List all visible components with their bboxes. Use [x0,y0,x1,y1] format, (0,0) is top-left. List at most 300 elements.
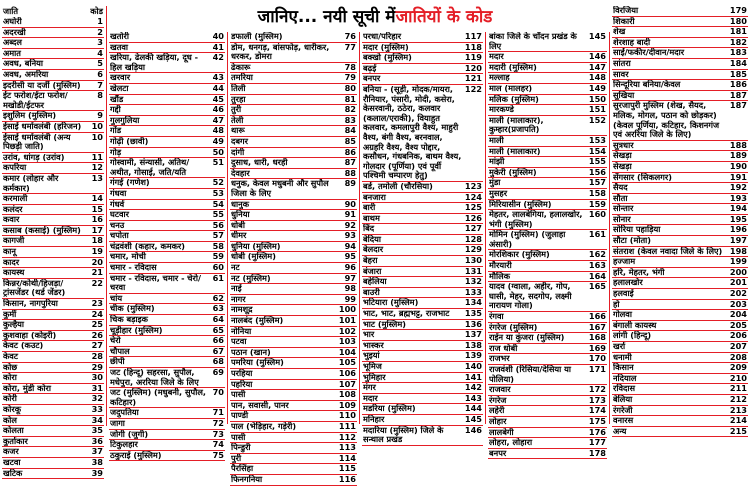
caste-name: मदार [363,393,378,403]
caste-row [230,454,357,465]
caste-row [109,231,225,242]
caste-name: नोनिया [231,326,252,336]
caste-code: 11 [91,151,103,162]
caste-row [109,368,225,388]
caste-row [362,426,483,446]
caste-row [612,247,748,258]
caste-code: 80 [344,82,356,93]
caste-name: बेलिया [613,394,633,404]
caste-row [230,126,357,137]
caste-code: 187 [729,100,747,111]
caste-name: बंजारा [363,266,382,276]
caste-name: चीक (मुस्लिम) [110,304,155,314]
caste-name: भार [363,330,375,340]
caste-name: कोरकू [3,404,22,414]
caste-columns [0,2,750,484]
caste-code: 201 [729,277,747,288]
caste-name: मल्लाह [489,73,510,83]
caste-code: 98 [344,283,356,294]
caste-row [230,137,357,148]
caste-name: धुनिया [231,210,250,220]
caste-row [612,91,748,102]
caste-row [109,158,225,178]
caste-row [612,353,748,364]
caste-name: पासी [231,390,246,400]
caste-name: धनुक, केवल मधुबनी और सुपौल जिला के लिए [231,179,329,198]
caste-row [109,388,225,408]
caste-name: रंगरेज (मुस्लिम) [489,322,538,332]
caste-row [612,321,748,332]
caste-code: 65 [212,324,224,335]
caste-row [2,70,104,81]
caste-name: चपोता [110,231,129,241]
caste-name: थारू [231,126,245,136]
caste-name: हलवाई [613,289,634,299]
caste-code: 128 [464,233,482,244]
caste-row [488,438,607,449]
caste-row [109,178,225,189]
caste-name: मांझी [489,157,505,167]
caste-row [109,326,225,337]
caste-name: तुरहा [231,94,246,104]
caste-code: 181 [729,26,747,37]
caste-code: 123 [464,180,482,191]
caste-row [612,310,748,321]
caste-name: पासी [231,432,246,442]
caste-code: 159 [588,198,606,209]
caste-name: अब्दल [3,38,22,48]
caste-row [612,225,748,236]
caste-row [230,358,357,369]
caste-code: 67 [212,345,224,356]
caste-name: दबगर [231,136,248,146]
caste-list [362,32,483,446]
caste-row [612,101,748,140]
caste-code: 132 [464,276,482,287]
caste-list [612,6,748,437]
caste-code: 131 [464,265,482,276]
caste-row [109,84,225,95]
caste-code: 215 [729,425,747,436]
caste-code: 194 [729,203,747,214]
caste-code: 204 [729,309,747,320]
caste-row [612,331,748,342]
caste-row [109,252,225,263]
caste-row [230,116,357,127]
caste-code: 52 [212,177,224,188]
caste-row [2,299,104,310]
caste-code: 3 [97,37,103,48]
caste-code: 59 [212,251,224,262]
caste-name: बेलदार [363,245,384,255]
caste-row [2,133,104,153]
caste-name: केवट [3,352,18,361]
caste-name: लालबेगी [489,427,514,437]
caste-code: 164 [588,270,606,281]
caste-name: सुरजापुरी मुस्लिम (शेख, सैयद, मलिक, मोगल, पठान को छोड़कर) (केवल पूर्णिया, कटिहार, किशनगंज एवं अररिया जिले के लिए) [613,101,720,140]
caste-row [488,84,607,95]
caste-name: अमात [3,48,21,58]
caste-name: कुर्मी [3,309,17,319]
caste-row [230,43,357,63]
caste-code: 90 [344,198,356,209]
caste-row [488,282,607,312]
caste-code: 207 [729,341,747,351]
caste-code: 127 [464,223,482,234]
caste-name: टिकुलहार [110,440,138,450]
caste-code: 33 [91,403,103,414]
caste-code: 28 [91,351,103,361]
caste-row [612,162,748,173]
caste-name: खर्रा [613,342,626,351]
caste-code: 163 [588,260,606,271]
caste-code: 101 [338,315,356,326]
caste-name: तमरिया [231,73,253,83]
caste-name: खतवा [110,42,129,52]
caste-code: 74 [212,439,224,450]
caste-row [612,151,748,162]
caste-code: 165 [588,281,606,292]
caste-name: धोबी (मुस्लिम) [231,252,276,262]
caste-row [230,242,357,253]
caste-row [2,437,104,448]
caste-row [2,458,104,469]
caste-name: हज्जाम [613,257,636,267]
caste-row [362,32,483,43]
caste-row [230,327,357,338]
caste-code: 25 [91,319,103,330]
caste-name: गोड़ [110,147,122,157]
caste-row [230,422,357,433]
caste-name: वनारस [613,416,634,426]
caste-name: मदार [489,52,504,62]
caste-name: भुमिहार [363,372,386,382]
caste-name: मंगर [363,383,376,393]
caste-row [230,105,357,116]
caste-code: 5 [97,58,103,69]
caste-code: 96 [344,262,356,273]
caste-name: गोस्वामी, संन्यासी, अतिथ/अथीत, गोसाई, जति/यति [110,158,190,177]
caste-code: 171 [588,364,606,374]
caste-row [612,406,748,417]
caste-code: 44 [212,82,224,93]
caste-row [612,384,748,395]
caste-code: 138 [464,339,482,350]
caste-name: मेहतर, लालबेगिया, हलालखोर, भंगी (मुस्लिम) [489,210,583,229]
caste-name: जोगी (जुगी) [110,429,149,439]
caste-code: 95 [344,251,356,262]
caste-code: 177 [588,437,606,448]
caste-name: सौता [613,193,628,203]
caste-row [109,105,225,116]
caste-row [612,268,748,279]
caste-row [230,401,357,412]
caste-row [2,236,104,247]
caste-name: खटिक [3,468,23,478]
caste-row [109,440,225,451]
caste-name: पठान (खान) [231,347,271,357]
caste-name: चेरो [110,336,121,346]
caste-name: साईं/फकीर/दीवान/मदार [613,48,685,58]
caste-name: ठकुराई (मुस्लिम) [110,450,162,460]
caste-name: रविदास [613,384,636,394]
caste-name: ईसाई धर्मावलंबी (हरिजन) [3,121,82,131]
caste-code: 12 [91,162,103,173]
caste-row [230,200,357,211]
caste-code: 32 [91,393,103,404]
caste-row [612,173,748,184]
caste-row [109,242,225,253]
caste-column-3 [228,31,360,484]
caste-name: करमाली [3,194,28,204]
caste-name: कजर [3,447,19,457]
caste-code: 38 [91,456,103,467]
caste-name: खौंड [110,94,124,104]
caste-code: 162 [588,249,606,260]
caste-code: 34 [91,414,103,425]
caste-code: 45 [212,93,224,104]
caste-code: 190 [729,160,747,171]
caste-code: 209 [729,362,747,373]
caste-row [2,384,104,395]
caste-name: खतोरी [110,32,129,41]
caste-code: 19 [91,246,103,257]
caste-row [612,363,748,374]
caste-code: 2 [97,26,103,37]
caste-name: अन्य [613,426,627,436]
caste-row [230,464,357,475]
caste-code: 130 [464,255,482,266]
caste-row [230,337,357,348]
caste-code: 9 [97,110,103,121]
caste-row [109,451,225,462]
caste-row [612,427,748,438]
caste-code: 115 [338,463,356,474]
caste-name: पुरी [231,453,242,463]
caste-name: मदार (मुस्लिम) [363,42,409,52]
caste-code: 176 [588,426,606,437]
caste-name: देवहार [231,168,250,178]
caste-name: भास्कर [363,340,384,350]
caste-name: कपरिया [3,163,27,173]
caste-name: बाउरी [363,287,380,297]
header-code: कोड [90,6,103,16]
caste-code: 47 [212,114,224,125]
caste-code: 24 [91,308,103,319]
caste-row [109,137,225,148]
caste-name: विरजिया [613,6,639,15]
caste-row [109,347,225,358]
caste-code: 135 [464,308,482,319]
caste-code: 152 [588,114,606,125]
caste-code: 114 [338,452,356,463]
caste-code: 60 [212,262,224,273]
caste-name: अवध, अमरिया [3,69,49,79]
caste-name: पिन्डुरी [231,443,251,453]
caste-name: भुइयां [363,351,380,361]
caste-name: पटवा [231,337,247,347]
caste-code: 99 [344,293,356,304]
caste-name: सुखिया [613,90,635,100]
caste-name: सुत्रधार [613,140,634,150]
caste-name: छीपी [110,357,125,367]
caste-code: 214 [729,415,747,426]
caste-name: पहरिया [231,379,253,389]
caste-row [2,215,104,226]
caste-name: बनिया - (सूड़ी, मोदक/मायरा, रौनियार, पंसारी, मोदी, कसेरा, केसरवानी, ठठेरा, कलवार (कलाल/एराकी), वियाहुत कलवार, कमलापुरी वैश्य, माहुरी वैश्य, बंगी वैश्य, बरनवाल, अग्रहरि वैश्य, वैश्य पोद्दार, कसौधन, गंधबनिक, बाथम वैश्य, गोलदार (पूर्णिया) एवं पूर्वी पश्चिमी चम्पारण हेतु) [363,84,462,181]
caste-name: चांय [110,293,123,303]
caste-name: हलालखोर [613,278,643,288]
caste-code: 187 [729,89,747,100]
caste-name: सांतरा [613,58,631,68]
caste-name: मिरियासीन (मुस्लिम) [489,199,552,209]
caste-name: राजवंशी (रिसिया/देसिया या पोलिया) [489,365,571,384]
caste-row [109,189,225,200]
caste-code: 85 [344,135,356,146]
caste-code: 182 [729,36,747,47]
caste-list [230,32,357,486]
caste-name: कुल्हैया [3,320,25,330]
caste-row [2,268,104,279]
caste-code: 82 [344,104,356,115]
caste-code: 87 [344,157,356,168]
caste-row [109,210,225,221]
caste-name: रंगरेज [489,395,507,405]
caste-row [230,274,357,285]
caste-list [2,17,104,479]
caste-name: किसान [613,363,634,373]
caste-name: सेंगसार (सिकलगर) [613,172,672,182]
caste-name: बिंद [363,224,375,234]
caste-code: 39 [91,467,103,478]
caste-name: गद्दी [110,105,121,115]
caste-code: 170 [588,353,606,364]
caste-row [612,395,748,406]
caste-row [612,6,748,17]
caste-name: गोलवा [613,310,632,320]
caste-row [362,85,483,182]
caste-name: गोंड [110,126,122,136]
caste-code: 106 [338,368,356,378]
header-name: जाति [3,6,18,16]
caste-row [612,204,748,215]
caste-row [230,369,357,380]
caste-row [2,258,104,269]
caste-name: सेखड़ा [613,161,632,171]
caste-row [2,122,104,133]
caste-code: 188 [729,139,747,150]
caste-name: किन्नर/कोथी/हिजड़ा/ट्रांसजेंडर (थर्ड जेंडर) [3,278,66,298]
caste-row [230,295,357,306]
caste-row [230,158,357,169]
caste-row [230,284,357,295]
caste-row [109,126,225,137]
caste-name: चिक बड़ाइक [110,315,148,325]
caste-row [612,416,748,427]
caste-row [2,91,104,111]
caste-name: लांगी (हिन्दू) [613,331,652,341]
caste-name: लोहार [489,416,507,426]
caste-row [230,95,357,106]
caste-code: 205 [729,319,747,330]
caste-name: रंगरेजी [613,405,633,415]
caste-row [230,169,357,180]
caste-name: मलिक (मुस्लिम) [489,94,539,104]
caste-code: 200 [729,266,747,277]
caste-code: 180 [729,15,747,26]
caste-code: 120 [464,62,482,73]
caste-row [488,365,607,385]
caste-name: केवट (कउट) [3,341,44,351]
caste-name: भूमिज [363,362,382,371]
caste-code: 100 [338,304,356,315]
caste-name: बंगाली कायस्थ [613,320,657,330]
caste-row [2,174,104,194]
caste-code: 107 [338,378,356,389]
caste-code: 147 [588,61,606,72]
caste-code: 150 [588,93,606,104]
caste-name: नदियाल [613,373,637,383]
caste-code: 202 [729,288,747,299]
caste-code: 79 [344,72,356,83]
caste-row [230,179,357,199]
caste-code: 8 [97,90,103,101]
caste-row [109,408,225,419]
caste-name: भटियारा (मुस्लिम) [363,298,419,308]
caste-name: परहिया [231,369,253,378]
caste-name: मदारी (मुस्लिम) [489,62,537,72]
caste-name: नट (मुस्लिम) [231,273,271,283]
caste-code: 212 [729,393,747,404]
caste-code: 6 [97,68,103,79]
caste-code: 102 [338,325,356,336]
caste-code: 13 [91,172,103,183]
caste-row [2,17,104,28]
caste-code: 116 [338,473,356,484]
caste-name: बढ़ई [363,63,377,73]
caste-name: खरवार [110,73,131,83]
caste-row [488,230,607,250]
caste-code: 83 [344,114,356,125]
caste-row [2,310,104,321]
caste-name: खरिया, ढेलकी खड़िया, दूध - हिल खड़िया [110,53,199,72]
caste-name: नामशूद्र [231,305,253,315]
caste-row [109,53,225,73]
caste-row [109,200,225,211]
caste-row [2,226,104,237]
caste-name: इदरीसी या दर्जी (मुस्लिम) [3,80,81,90]
caste-row [230,305,357,316]
caste-name: कुर्ताकार [3,436,28,446]
caste-name: पाल (भेड़िहार, गड़ेरी) [231,421,297,431]
caste-code: 15 [91,203,103,214]
caste-code: 72 [212,417,224,428]
caste-row [230,252,357,263]
caste-name: गंधर्व [110,199,125,209]
caste-name: पमरिया (मुस्लिम) [231,358,284,368]
caste-code: 155 [588,156,606,167]
caste-code: 146 [464,424,482,435]
caste-row [488,32,607,52]
caste-name: मडरिया (मुस्लिम) [363,404,416,414]
caste-name: शेख [613,27,626,37]
caste-code: 157 [588,177,606,188]
caste-code: 148 [588,72,606,83]
caste-row [488,428,607,439]
caste-name: जागा [110,418,125,428]
caste-name: माली (मालाकार) [489,146,541,156]
caste-code: 117 [464,31,482,41]
